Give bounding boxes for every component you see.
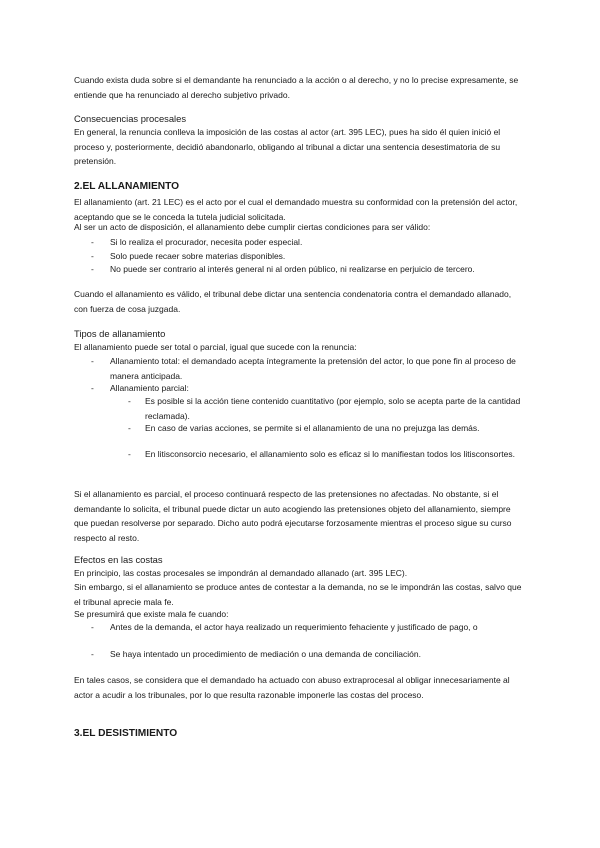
allanamiento-conditions-intro: Al ser un acto de disposición, el allanamiento debe cumplir ciertas condiciones para ser válido: <box>74 222 431 232</box>
tipos-subheading: Tipos de allanamiento <box>74 328 166 339</box>
list-item: Si lo realiza el procurador, necesita poder especial. <box>110 237 303 247</box>
intro-paragraph: Cuando exista duda sobre si el demandante ha renunciado a la acción o al derecho, y no lo precise expresamente, se entiende que ha renunciado al derecho subjetivo privado. <box>74 75 519 100</box>
allanamiento-definition: El allanamiento (art. 21 LEC) es el acto por el cual el demandado muestra su conformidad con la pretensión del actor, aceptando que se le conceda la tutela judicial solicitada. <box>74 197 518 222</box>
consecuencias-subheading: Consecuencias procesales <box>74 113 187 124</box>
list-item: Allanamiento parcial: <box>110 383 189 393</box>
efectos-subheading: Efectos en las costas <box>74 554 163 565</box>
bullet-marker: - <box>91 251 94 261</box>
conclusion-paragraph: En tales casos, se considera que el demandado ha actuado con abuso extraprocesal al obligar innecesariamente al actor a acudir a los tribunales, por lo que resulta razonable imponerle las costas del proceso. <box>74 675 510 700</box>
efectos-line-1: En principio, las costas procesales se impondrán al demandado allanado (art. 395 LEC). <box>74 568 408 578</box>
bullet-marker: - <box>91 622 94 632</box>
bullet-marker: - <box>91 649 94 659</box>
sub-bullet-marker: - <box>128 396 131 406</box>
bullet-marker: - <box>91 356 94 366</box>
list-item: Antes de la demanda, el actor haya realizado un requerimiento fehaciente y justificado de pago, o <box>110 622 478 632</box>
sub-bullet-marker: - <box>128 449 131 459</box>
tipos-intro: El allanamiento puede ser total o parcial, igual que sucede con la renuncia: <box>74 342 357 352</box>
allanamiento-valid-paragraph: Cuando el allanamiento es válido, el tribunal debe dictar una sentencia condenatoria contra el demandado allanado, con fuerza de cosa juzgada. <box>74 289 512 314</box>
bullet-marker: - <box>91 264 94 274</box>
sub-list-item: En litisconsorcio necesario, el allanamiento solo es eficaz si lo manifiestan todos los litisconsortes. <box>145 449 515 459</box>
efectos-line-3: Se presumirá que existe mala fe cuando: <box>74 609 229 619</box>
parcial-paragraph: Si el allanamiento es parcial, el proceso continuará respecto de las pretensiones no afectadas. No obstante, si el demandante lo solicita, el tribunal puede dictar un auto acogiendo las pretensiones objeto del allanamiento, siempre que puedan resolverse por separado. Dicho auto podrá ejecutarse forzosamente mientras el proceso sigue su curso respecto al resto. <box>74 489 512 543</box>
list-item: Solo puede recaer sobre materias disponibles. <box>110 251 286 261</box>
bullet-marker: - <box>91 237 94 247</box>
sub-list-item: En caso de varias acciones, se permite si el allanamiento de una no prejuzga las demás. <box>145 423 480 433</box>
efectos-line-2: Sin embargo, si el allanamiento se produce antes de contestar a la demanda, no se le impondrán las costas, salvo que el tribunal aprecie mala fe. <box>74 582 522 607</box>
list-item: Se haya intentado un procedimiento de mediación o una demanda de conciliación. <box>110 649 421 659</box>
section-heading-desistimiento: 3.EL DESISTIMIENTO <box>74 728 178 739</box>
list-item: Allanamiento total: el demandado acepta íntegramente la pretensión del actor, lo que pone fin al proceso de manera anticipada. <box>110 356 516 381</box>
list-item: No puede ser contrario al interés general ni al orden público, ni realizarse en perjuicio de tercero. <box>110 264 475 274</box>
sub-list-item: Es posible si la acción tiene contenido cuantitativo (por ejemplo, solo se acepta parte de la cantidad reclamada). <box>145 396 521 421</box>
bullet-marker: - <box>91 383 94 393</box>
sub-bullet-marker: - <box>128 423 131 433</box>
section-heading-allanamiento: 2.EL ALLANAMIENTO <box>74 181 180 192</box>
consecuencias-paragraph: En general, la renuncia conlleva la imposición de las costas al actor (art. 395 LEC), pues ha sido él quien inició el proceso y, posteriormente, decidió abandonarlo, obligando al tribunal a dictar una sentencia desestimatoria de su pretensión. <box>74 127 501 167</box>
